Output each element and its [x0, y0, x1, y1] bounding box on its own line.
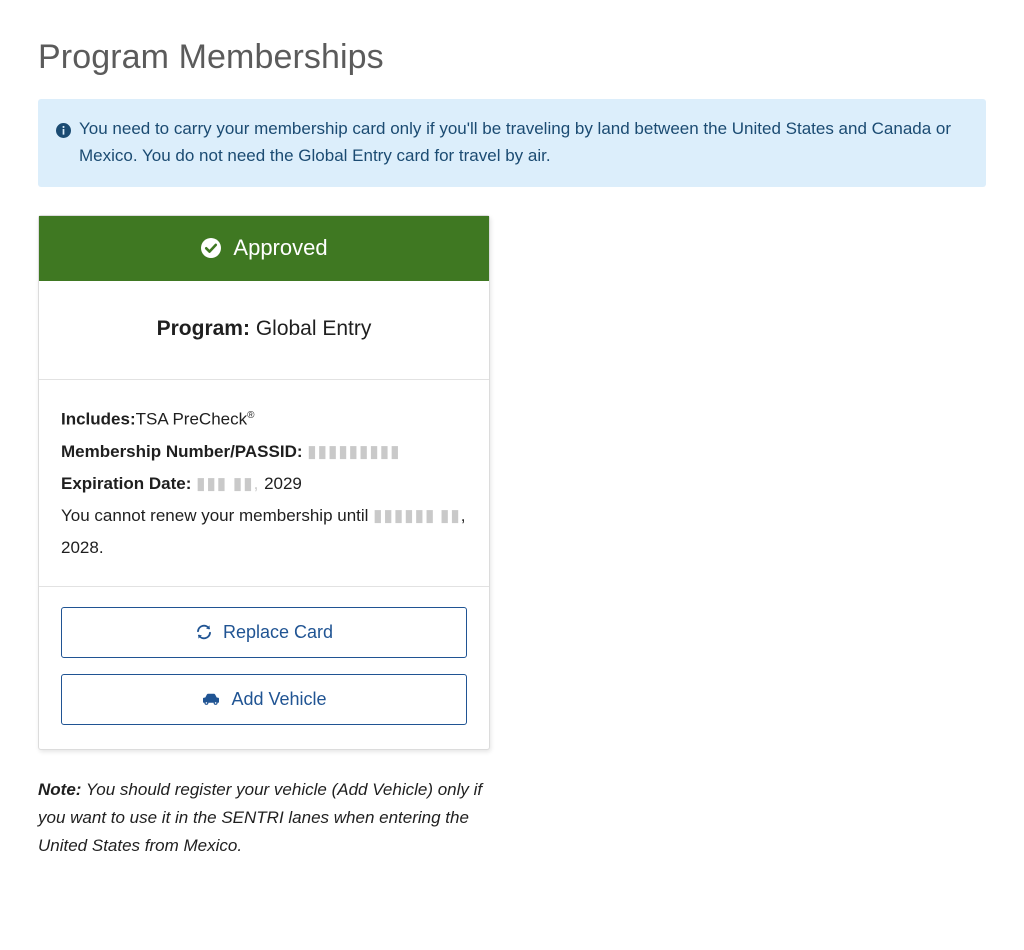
passid-row	[61, 436, 467, 468]
includes-value: TSA PreCheck	[135, 409, 248, 429]
includes-row	[61, 400, 467, 436]
note-body: You should register your vehicle (Add Vehicle) only if you want to use it in the SENTRI lanes when entering the United States from Mexico.	[38, 779, 483, 855]
program-label: Program:	[156, 317, 250, 340]
replace-card-label: Replace Card	[222, 621, 334, 642]
expiration-redacted: ▮▮▮ ▮▮,	[196, 473, 260, 493]
passid-value: ▮▮▮▮▮▮▮▮▮	[307, 441, 401, 461]
info-alert	[38, 99, 986, 187]
page-title: Program Memberships	[38, 38, 384, 76]
renew-prefix: You cannot renew your membership until	[61, 505, 369, 525]
info-alert-text: You need to carry your membership card only if you'll be traveling by land between the United States and Canada or Mexico. You do not need the Global Entry card for travel by air.	[79, 119, 952, 165]
info-circle-icon	[56, 119, 71, 146]
status-label: Approved	[233, 235, 328, 260]
renew-redacted-2: ▮▮	[440, 505, 461, 525]
note-text	[38, 776, 508, 860]
status-badge	[39, 216, 489, 281]
add-vehicle-label: Add Vehicle	[231, 688, 327, 709]
membership-card	[38, 215, 490, 750]
program-value: Global Entry	[255, 317, 372, 340]
expiration-row	[61, 468, 467, 500]
renew-row	[61, 500, 467, 564]
check-circle-icon	[200, 237, 222, 259]
expiration-year: 2029	[264, 473, 302, 493]
add-vehicle-button[interactable]	[61, 674, 467, 725]
registered-mark: ®	[247, 410, 255, 421]
passid-label: Membership Number/PASSID:	[61, 441, 303, 461]
program-row	[39, 281, 489, 380]
renew-redacted: ▮▮▮▮▮▮	[373, 505, 436, 525]
renew-suffix: , 2028.	[61, 505, 466, 557]
note-label: Note:	[38, 779, 82, 799]
refresh-icon	[195, 623, 213, 641]
replace-card-button[interactable]	[61, 607, 467, 658]
car-icon	[201, 691, 221, 707]
includes-label: Includes:	[61, 409, 136, 429]
card-actions	[39, 587, 489, 749]
card-details	[39, 380, 489, 587]
expiration-label: Expiration Date:	[61, 473, 192, 493]
